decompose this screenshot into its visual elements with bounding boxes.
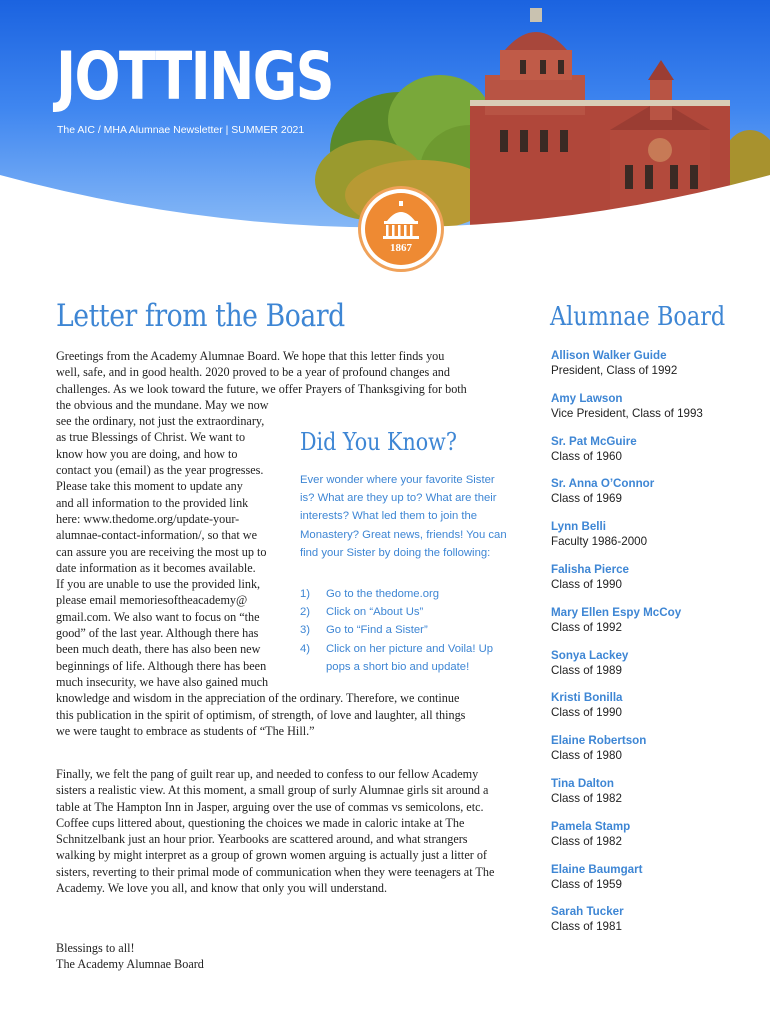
board-member (551, 904, 761, 947)
step-number: 1) (300, 588, 311, 600)
letter-line: as true Blessings of Christ. We want to (56, 430, 246, 445)
academy-seal-logo (358, 186, 444, 272)
did-you-know-heading: Did You Know? (300, 428, 457, 456)
member-role: Vice President, Class of 1993 (551, 406, 703, 420)
member-name: Mary Ellen Espy McCoy (551, 605, 682, 619)
monastery-building (470, 8, 730, 225)
board-member (551, 348, 761, 391)
member-role: Class of 1990 (551, 706, 622, 720)
step-item (300, 603, 510, 621)
member-role: Faculty 1986-2000 (551, 535, 648, 549)
member-name: Falisha Pierce (551, 562, 629, 576)
step-item (300, 621, 510, 639)
step-item (300, 585, 510, 603)
member-name: Allison Walker Guide (551, 349, 667, 362)
step-item (300, 640, 510, 676)
member-role: Class of 1960 (551, 449, 622, 463)
letter-line: know how you are doing, and how to (56, 446, 238, 461)
member-role: Class of 1980 (551, 749, 622, 763)
member-role: Class of 1981 (551, 920, 622, 934)
member-name: Amy Lawson (551, 391, 623, 405)
closing-signature: The Academy Alumnae Board (56, 957, 204, 972)
closing-blessing: Blessings to all! (56, 941, 135, 955)
member-role: Class of 1959 (551, 877, 622, 891)
board-member (551, 862, 761, 905)
board-member (551, 690, 761, 733)
letter-paragraph-2: Finally, we felt the pang of guilt rear up, and needed to confess to our fellow Academy sisters a realistic view. At this moment, a small group of surly Alumnae girls sit around a table at The Hampton Inn in Jasper, arguing over the use of commas vs semicolons, etc. Coffee cups littered about, questioning the choices we made in caloric intake at The Schnitzelbank just an hour prior. Yearbooks are scattered around, and what strangers walking by might interpret as a group of grown women arguing is actually just a litter of sisters, reverting to their primal mode of communication when they were teenagers at The Academy. We love you all, and know that only you will understand. (56, 767, 495, 896)
letter-line: here: www.thedome.org/update-your- (56, 511, 240, 526)
member-role: Class of 1989 (551, 663, 622, 677)
member-role: Class of 1990 (551, 577, 622, 591)
board-member (551, 476, 761, 519)
board-member (551, 605, 761, 648)
alumnae-board-heading: Alumnae Board (550, 302, 726, 332)
step-number: 4) (300, 642, 311, 655)
member-name: Sr. Anna O’Connor (551, 477, 655, 491)
masthead-header (0, 0, 770, 300)
member-name: Lynn Belli (551, 520, 606, 534)
newsletter-title: JOTTINGS (56, 38, 333, 115)
board-member (551, 562, 761, 605)
member-role: Class of 1982 (551, 791, 622, 805)
step-text: Go to the thedome.org (326, 588, 440, 600)
member-role: Class of 1982 (551, 834, 622, 848)
newsletter-tagline: The AIC / MHA Alumnae Newsletter | SUMMER 2021 (57, 124, 305, 136)
did-you-know-intro: Ever wonder where your favorite Sister is? What are they up to? What are their interests? What led them to join the Monastery? Great news, friends! You can find your Sister by doing the following: (300, 474, 507, 559)
letter-line: contact you (email) as the year progresses. (56, 463, 264, 478)
board-member (551, 434, 761, 477)
letter-line: this publication in the spirit of optimism, of strength, of love and laughter, all things (56, 707, 466, 722)
letter-line: well, safe, and in good health. 2020 proved to be a year of profound changes and (56, 365, 450, 380)
board-member (551, 819, 761, 862)
letter-line: If you are unable to use the provided link, (56, 577, 261, 592)
member-name: Kristi Bonilla (551, 691, 623, 705)
letter-line: Greetings from the Academy Alumnae Board. We hope that this letter finds you (56, 349, 445, 363)
letter-line: knowledge and wisdom in the appreciation of the ordinary. Therefore, we continue (56, 691, 460, 706)
letter-line: beginnings of life. Although there has been (56, 658, 267, 673)
step-text: Go to “Find a Sister” (326, 624, 428, 637)
letter-line: been much death, there has also been new (56, 642, 261, 657)
letter-closing (56, 940, 356, 973)
did-you-know-steps (300, 585, 510, 676)
member-name: Sonya Lackey (551, 648, 629, 662)
letter-heading: Letter from the Board (56, 298, 345, 334)
letter-line: date information as it becomes available. (56, 560, 256, 575)
member-role: Class of 1969 (551, 492, 622, 506)
member-role: Class of 1992 (551, 620, 622, 634)
letter-line: challenges. As we look toward the future, we offer Prayers of Thanksgiving for both (56, 381, 467, 396)
letter-line: much insecurity, we have also gained much (56, 674, 269, 689)
dome-icon (378, 201, 424, 241)
letter-line: and all information to the provided link (56, 495, 249, 510)
letter-line: good” of the last year. Although there has (56, 626, 259, 641)
letter-line: gmail.com. We also want to focus on “the (56, 609, 260, 624)
board-member (551, 519, 761, 562)
letter-line: Please take this moment to update any (56, 479, 243, 494)
letter-line: alumnae-contact-information/, so that we (56, 528, 258, 543)
step-text: Click on “About Us” (326, 606, 424, 619)
board-member (551, 733, 761, 776)
member-name: Elaine Robertson (551, 734, 647, 748)
member-name: Pamela Stamp (551, 819, 631, 833)
letter-line: we were taught to embrace as students of “The Hill.” (56, 723, 315, 738)
letter-line: the obvious and the mundane. May we now (56, 397, 269, 412)
letter-line: please email memoriesoftheacademy@ (56, 593, 248, 608)
step-number: 3) (300, 624, 311, 637)
letter-line: see the ordinary, not just the extraordinary, (56, 414, 265, 429)
step-number: 2) (300, 606, 311, 619)
member-name: Sarah Tucker (551, 905, 624, 919)
member-role: President, Class of 1992 (551, 364, 678, 377)
alumnae-board-list (551, 348, 761, 947)
member-name: Sr. Pat McGuire (551, 434, 637, 448)
logo-year: 1867 (390, 242, 412, 254)
step-text: Click on her picture and Voila! Up pops a short bio and update! (326, 642, 494, 673)
board-member (551, 391, 761, 434)
board-member (551, 648, 761, 691)
letter-line: can assure you are receiving the most up to (56, 544, 267, 559)
member-name: Tina Dalton (551, 776, 614, 790)
member-name: Elaine Baumgart (551, 862, 643, 876)
board-member (551, 776, 761, 819)
